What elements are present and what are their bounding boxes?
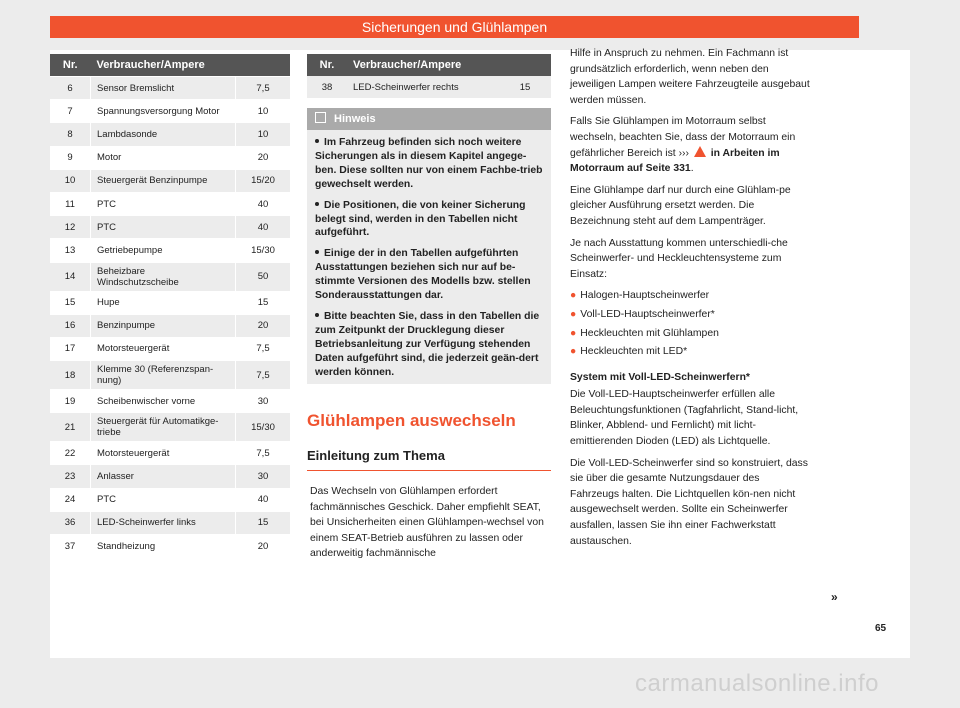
paragraph: Je nach Ausstattung kommen unterschiedli-che Scheinwerfer- und Heckleuchtensysteme zum Einsatz: [570, 237, 788, 280]
fuse-ampere: 15/20 [236, 169, 291, 192]
bullet-icon [315, 139, 319, 143]
table-row [307, 76, 551, 98]
fuse-number: 38 [307, 76, 347, 98]
fuse-consumer: Motor [91, 146, 236, 169]
paragraph: Die Voll-LED-Scheinwerfer sind so konstruiert, dass sie über die gesamte Nutzungsdauer des Fahrzeugs halten. Die Lichtquellen kön-nen nicht ausgewechselt werden. Sollte ein Scheinwerfer ausfallen, lassen Sie ihn einer Fachwerkstatt austauschen. [570, 457, 808, 547]
subheading: System mit Voll-LED-Scheinwerfern* [570, 371, 750, 383]
table-row [50, 239, 290, 262]
fuse-ampere: 30 [236, 390, 291, 413]
fuse-consumer: Steuergerät Benzinpumpe [91, 169, 236, 192]
table-row [50, 361, 290, 390]
bullet-icon [315, 202, 319, 206]
fuse-number: 37 [50, 535, 91, 558]
fuse-consumer: Steuergerät für Automatikge-triebe [91, 413, 236, 442]
fuse-number: 17 [50, 337, 91, 360]
fuse-ampere: 10 [236, 100, 291, 123]
note-box [307, 108, 551, 384]
paragraph: Falls Sie Glühlampen im Motorraum selbst wechseln, beachten Sie, dass der Motorraum ein gefährlicher Bereich ist ››› in Arbeiten im Motorraum auf Seite 331. [570, 116, 796, 175]
table-row [50, 216, 290, 239]
fuse-number: 14 [50, 262, 91, 291]
column-header-nr: Nr. [50, 54, 91, 77]
note-icon [315, 112, 326, 123]
fuse-ampere: 15/30 [236, 239, 291, 262]
bullet-icon: ● [570, 346, 577, 358]
warning-icon [694, 146, 706, 157]
section-title: Glühlampen auswechseln [307, 411, 516, 430]
fuse-consumer: Anlasser [91, 465, 236, 488]
fuse-consumer: Standheizung [91, 535, 236, 558]
fuse-consumer: Getriebepumpe [91, 239, 236, 262]
note-item: Bitte beachten Sie, dass in den Tabellen die zum Zeitpunkt der Drucklegung dieser Betriebsanleitung zur Verfügung stehenden Daten aufgeführt sind, die jederzeit geän-dert werden können. [315, 310, 540, 378]
table-row [50, 511, 290, 534]
fuse-ampere: 15 [236, 291, 291, 314]
fuse-ampere: 7,5 [236, 361, 291, 390]
bullet-icon: ● [570, 308, 577, 320]
note-item: Im Fahrzeug befinden sich noch weitere Sicherungen als in diesem Kapitel angege-ben. Diese sollten nur von einem Fachbe-trieb gewechselt werden. [315, 137, 543, 190]
fuse-consumer: PTC [91, 192, 236, 215]
table-row [50, 77, 290, 100]
fuse-consumer: Benzinpumpe [91, 314, 236, 337]
note-list [307, 130, 551, 380]
fuse-number: 19 [50, 390, 91, 413]
list-item: ● Voll-LED-Hauptscheinwerfer* [570, 308, 715, 320]
note-header [307, 108, 551, 130]
right-column [570, 46, 810, 555]
table-row [50, 535, 290, 558]
bullet-icon [315, 250, 319, 254]
page-header: Sicherungen und Glühlampen [50, 16, 859, 38]
table-row [50, 169, 290, 192]
list-item: ● Halogen-Hauptscheinwerfer [570, 290, 710, 302]
continue-arrow-icon: » [831, 590, 838, 604]
fuse-ampere: 50 [236, 262, 291, 291]
fuse-ampere: 7,5 [236, 77, 291, 100]
fuse-number: 6 [50, 77, 91, 100]
fuse-number: 13 [50, 239, 91, 262]
list-item: ● Heckleuchten mit LED* [570, 346, 688, 358]
table-row [50, 192, 290, 215]
fuse-consumer: PTC [91, 216, 236, 239]
fuse-number: 36 [50, 511, 91, 534]
intro-text: Das Wechseln von Glühlampen erfordert fachmännisches Geschick. Daher empfiehlt SEAT, bei Unsicherheiten einen Glühlampen-wechsel von einem SEAT-Betrieb ausführen zu lassen oder anderweitig fachmännische [310, 486, 544, 560]
fuse-table [50, 54, 290, 557]
fuse-number: 12 [50, 216, 91, 239]
note-item: Die Positionen, die von keiner Sicherung belegt sind, werden in den Tabellen nicht aufgeführt. [315, 199, 526, 239]
table-row [50, 488, 290, 511]
fuse-ampere: 15/30 [236, 413, 291, 442]
table-row [50, 123, 290, 146]
section-subtitle: Einleitung zum Thema [307, 448, 551, 471]
fuse-number: 11 [50, 192, 91, 215]
table-row [50, 390, 290, 413]
table-row [50, 262, 290, 291]
column-header-consumer: Verbraucher/Ampere [347, 54, 551, 76]
fuse-number: 15 [50, 291, 91, 314]
fuse-number: 18 [50, 361, 91, 390]
fuse-ampere: 40 [236, 216, 291, 239]
bullet-icon: ● [570, 290, 577, 302]
fuse-number: 9 [50, 146, 91, 169]
table-row [50, 442, 290, 465]
fuse-ampere: 15 [236, 511, 291, 534]
fuse-number: 10 [50, 169, 91, 192]
fuse-ampere: 30 [236, 465, 291, 488]
note-item: Einige der in den Tabellen aufgeführten Ausstattungen beziehen sich nur auf be-stimmte Versionen des Modells bzw. stellen Sonderausstattungen dar. [315, 248, 531, 302]
column-header-consumer: Verbraucher/Ampere [91, 54, 291, 77]
bullet-icon [315, 313, 319, 317]
table-row [50, 413, 290, 442]
table-row [50, 314, 290, 337]
fuse-ampere: 10 [236, 123, 291, 146]
watermark: carmanualsonline.info [635, 670, 879, 697]
table-row [50, 291, 290, 314]
bullet-icon: ● [570, 327, 577, 339]
fuse-ampere: 7,5 [236, 442, 291, 465]
fuse-consumer: Motorsteuergerät [91, 337, 236, 360]
table-row [50, 146, 290, 169]
fuse-ampere: 15 [499, 76, 551, 98]
fuse-consumer: Hupe [91, 291, 236, 314]
fuse-ampere: 40 [236, 488, 291, 511]
fuse-consumer: Lambdasonde [91, 123, 236, 146]
fuse-consumer: Sensor Bremslicht [91, 77, 236, 100]
fuse-consumer: Beheizbare Windschutzscheibe [91, 262, 236, 291]
paragraph: Hilfe in Anspruch zu nehmen. Ein Fachmann ist grundsätzlich erforderlich, wenn neben den jeweiligen Lampen weitere Fahrzeugteile ausgebaut werden müssen. [570, 48, 810, 106]
table-row [50, 337, 290, 360]
fuse-consumer: Motorsteuergerät [91, 442, 236, 465]
column-header-nr: Nr. [307, 54, 347, 76]
fuse-number: 8 [50, 123, 91, 146]
fuse-consumer: PTC [91, 488, 236, 511]
fuse-consumer: LED-Scheinwerfer rechts [347, 76, 499, 98]
fuse-ampere: 20 [236, 146, 291, 169]
fuse-ampere: 20 [236, 535, 291, 558]
fuse-number: 22 [50, 442, 91, 465]
paragraph: Die Voll-LED-Hauptscheinwerfer erfüllen alle Beleuchtungsfunktionen (Tagfahrlicht, Stand-licht, Blinker, Abblend- und Fernlicht) mit licht-emittierenden Dioden (LED) als Lichtquelle. [570, 389, 799, 448]
fuse-consumer: Spannungsversorgung Motor [91, 100, 236, 123]
fuse-table-2 [307, 54, 551, 98]
page-number: 65 [875, 623, 887, 634]
fuse-consumer: Scheibenwischer vorne [91, 390, 236, 413]
note-title: Hinweis [334, 113, 376, 125]
table-row [50, 465, 290, 488]
fuse-consumer: LED-Scheinwerfer links [91, 511, 236, 534]
page-reference-link[interactable]: in Arbeiten im Motorraum auf Seite 331 [570, 147, 780, 175]
fuse-number: 21 [50, 413, 91, 442]
table-row [50, 100, 290, 123]
list-item: ● Heckleuchten mit Glühlampen [570, 327, 719, 339]
fuse-number: 16 [50, 314, 91, 337]
fuse-number: 23 [50, 465, 91, 488]
fuse-ampere: 20 [236, 314, 291, 337]
fuse-number: 7 [50, 100, 91, 123]
fuse-consumer: Klemme 30 (Referenzspan-nung) [91, 361, 236, 390]
fuse-ampere: 40 [236, 192, 291, 215]
paragraph: Eine Glühlampe darf nur durch eine Glühlam-pe gleicher Ausführung ersetzt werden. Die Bezeichnung steht auf dem Lampenträger. [570, 184, 791, 227]
fuse-number: 24 [50, 488, 91, 511]
fuse-ampere: 7,5 [236, 337, 291, 360]
